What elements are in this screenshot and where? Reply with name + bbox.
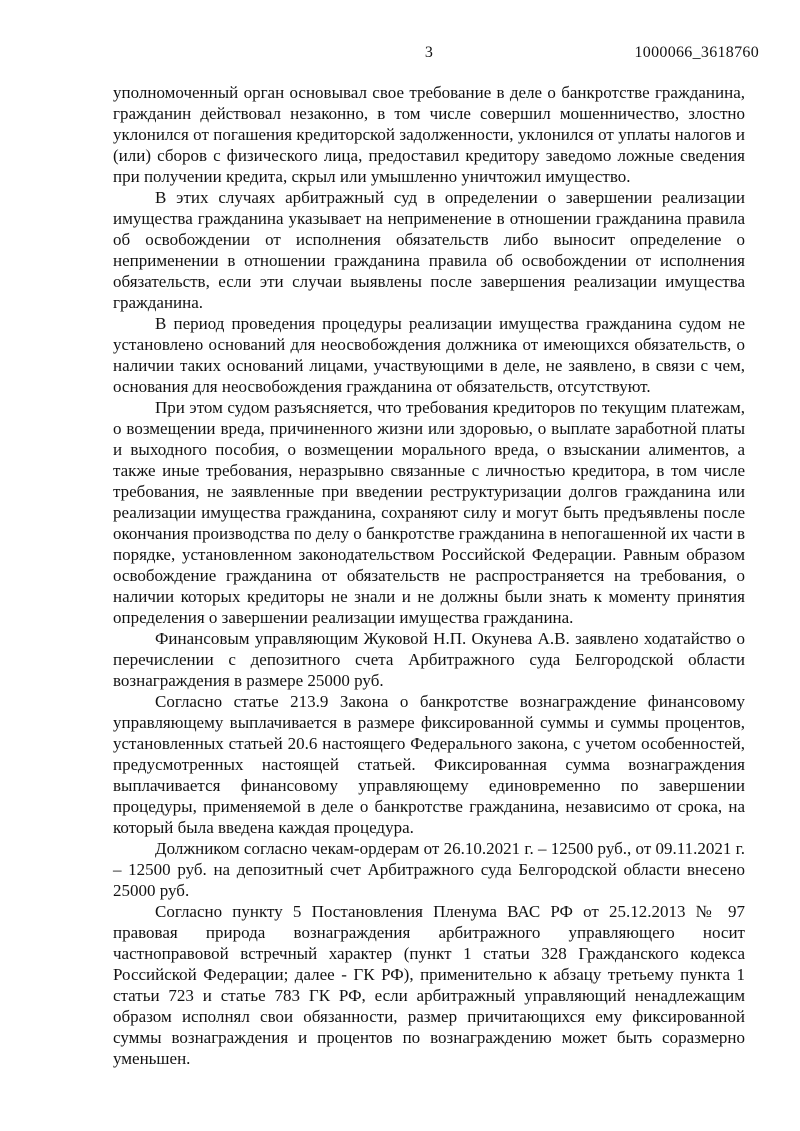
paragraph: Должником согласно чекам-ордерам от 26.10.2021 г. – 12500 руб., от 09.11.2021 г. – 12500 руб. на депозитный счет Арбитражного суда Белгородской области внесено 25000 руб. bbox=[113, 839, 745, 900]
paragraph: В период проведения процедуры реализации имущества гражданина судом не установлено оснований для неосвобождения должника от имеющихся обязательств, о наличии таких оснований лицами, участвующими в деле, не заявлено, в связи с чем, основания для неосвобождения гражданина от обязательств, отсутствуют. bbox=[113, 314, 745, 396]
page-number: 3 bbox=[424, 44, 434, 61]
paragraph: При этом судом разъясняется, что требования кредиторов по текущим платежам, о возмещении вреда, причиненного жизни или здоровью, о выплате заработной платы и выходного пособия, о возмещении морального вреда, о взыскании алиментов, а также иные требования, неразрывно связанные с личностью кредитора, в том числе требования, не заявленные при введении реструктуризации долгов гражданина или реализации имущества гражданина, сохраняют силу и могут быть предъявлены после окончания производства по делу о банкротстве гражданина в непогашенной их части в порядке, установленном законодательством Российской Федерации. Равным образом освобождение гражданина от обязательств не распространяется на требования, о наличии которых кредиторы не знали и не должны были знать к моменту принятия определения о завершении реализации имущества гражданина. bbox=[113, 398, 745, 627]
paragraph: Согласно пункту 5 Постановления Пленума ВАС РФ от 25.12.2013 № 97 правовая природа вознаграждения арбитражного управляющего носит частноправовой встречный характер (пункт 1 статьи 328 Гражданского кодекса Российской Федерации; далее - ГК РФ), применительно к абзацу третьему пункта 1 статьи 723 и статье 783 ГК РФ, если арбитражный управляющий ненадлежащим образом исполнял свои обязанности, размер причитающихся ему фиксированной суммы вознаграждения и процентов по вознаграждению может быть соразмерно уменьшен. bbox=[113, 902, 745, 1068]
paragraph: Согласно статье 213.9 Закона о банкротстве вознаграждение финансовому управляющему выплачивается в размере фиксированной суммы и суммы процентов, установленных статьей 20.6 настоящего Федерального закона, с учетом особенностей, предусмотренных настоящей статьей. Фиксированная сумма вознаграждения выплачивается финансовому управляющему единовременно по завершении процедуры, применяемой в деле о банкротстве гражданина, независимо от срока, на который была введена каждая процедура. bbox=[113, 692, 745, 837]
document-content bbox=[113, 44, 759, 1069]
paragraph: В этих случаях арбитражный суд в определении о завершении реализации имущества гражданина указывает на неприменение в отношении гражданина правила об освобождении от исполнения обязательств либо выносит определение о неприменении в отношении гражданина правила об освобождении от исполнения обязательств, если эти случаи выявлены после завершения реализации имущества гражданина. bbox=[113, 188, 745, 312]
paragraph: Финансовым управляющим Жуковой Н.П. Окунева А.В. заявлено ходатайство о перечислении с депозитного счета Арбитражного суда Белгородской области вознаграждения в размере 25000 руб. bbox=[113, 629, 745, 690]
document-id: 1000066_3618760 bbox=[634, 44, 759, 61]
page-header bbox=[113, 44, 759, 64]
document-body bbox=[113, 82, 745, 1069]
paragraph-continuation: уполномоченный орган основывал свое требование в деле о банкротстве гражданина, гражданин действовал незаконно, в том числе совершил мошенничество, злостно уклонился от погашения кредиторской задолженности, уклонился от уплаты налогов и (или) сборов с физического лица, предоставил кредитору заведомо ложные сведения при получении кредита, скрыл или умышленно уничтожил имущество. bbox=[113, 83, 745, 186]
